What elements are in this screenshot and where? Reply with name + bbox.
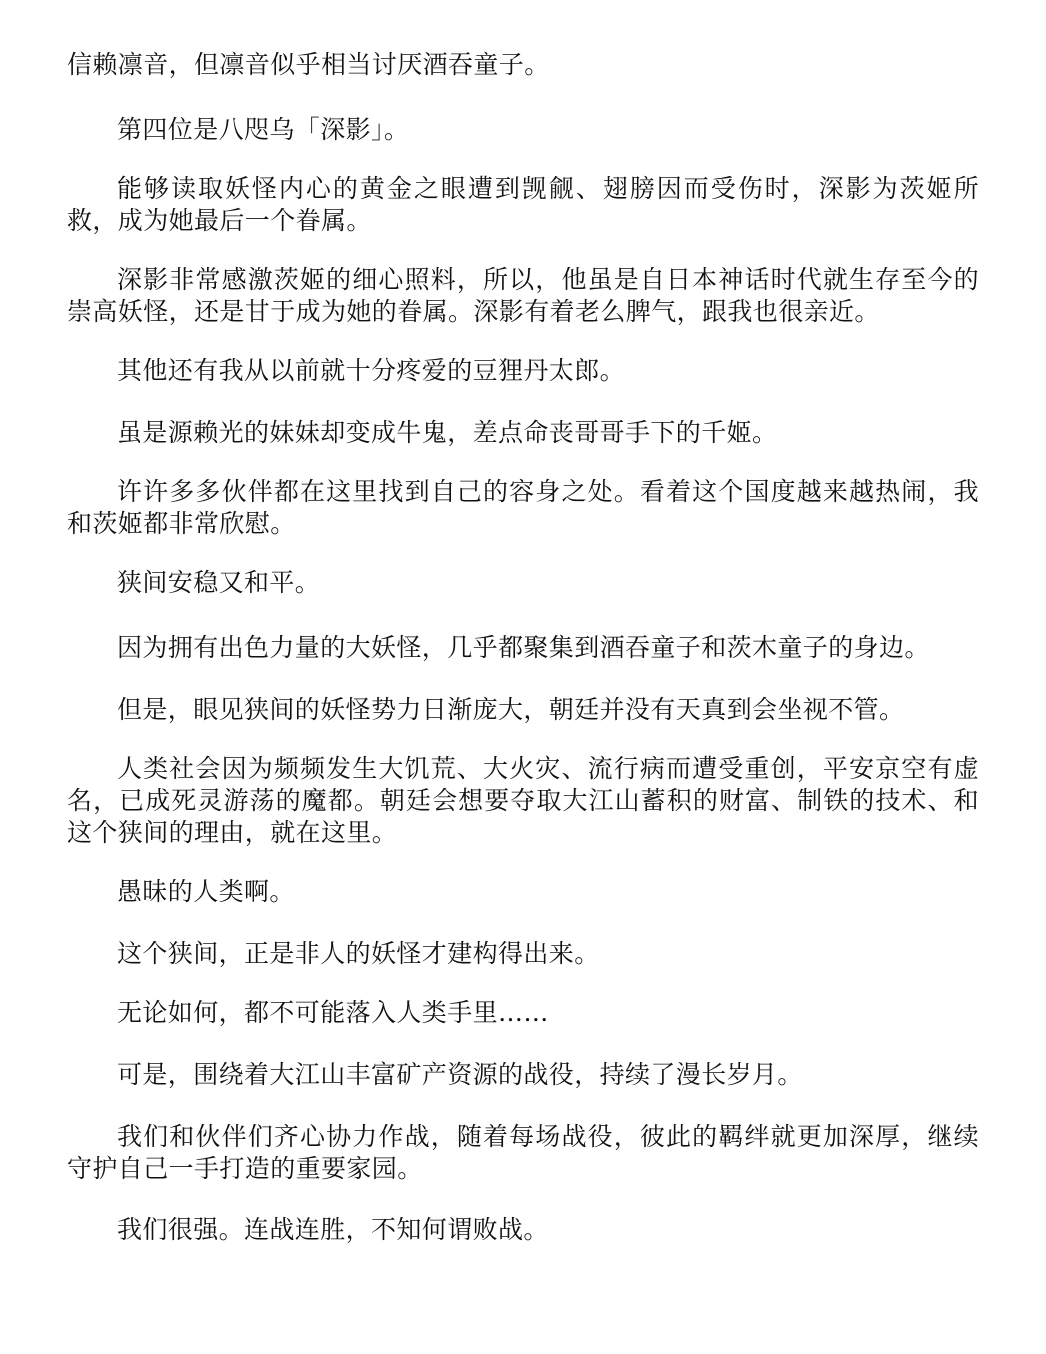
paragraph-10: 但是，眼见狭间的妖怪势力日渐庞大，朝廷并没有天真到会坐视不管。 <box>117 695 905 724</box>
paragraph-8: 狭间安稳又和平。 <box>117 568 321 597</box>
paragraph-7: 许许多多伙伴都在这里找到自己的容身之处。看着这个国度越来越热闹，我和茨姬都非常欣慰。 <box>67 477 979 538</box>
paragraph-1: 信赖凛音，但凛音似乎相当讨厌酒吞童子。 <box>67 50 550 79</box>
paragraph-15: 可是，围绕着大江山丰富矿产资源的战役，持续了漫长岁月。 <box>117 1060 803 1089</box>
paragraph-6: 虽是源赖光的妹妹却变成牛鬼，差点命丧哥哥手下的千姬。 <box>117 418 778 447</box>
paragraph-2: 第四位是八咫乌「深影」。 <box>117 115 410 144</box>
paragraph-9: 因为拥有出色力量的大妖怪，几乎都聚集到酒吞童子和茨木童子的身边。 <box>117 633 930 662</box>
paragraph-13: 这个狭间，正是非人的妖怪才建构得出来。 <box>117 939 600 968</box>
paragraph-11: 人类社会因为频频发生大饥荒、大火灾、流行病而遭受重创，平安京空有虚名，已成死灵游荡的魔都。朝廷会想要夺取大江山蓄积的财富、制铁的技术、和这个狭间的理由，就在这里。 <box>67 754 979 847</box>
paragraph-17: 我们很强。连战连胜，不知何谓败战。 <box>117 1215 549 1244</box>
paragraph-4: 深影非常感激茨姬的细心照料，所以，他虽是自日本神话时代就生存至今的崇高妖怪，还是甘于成为她的眷属。深影有着老么脾气，跟我也很亲近。 <box>67 265 979 326</box>
paragraph-12: 愚昧的人类啊。 <box>117 877 295 906</box>
paragraph-5: 其他还有我从以前就十分疼爱的豆狸丹太郎。 <box>117 356 626 385</box>
paragraph-14: 无论如何，都不可能落入人类手里…… <box>117 998 549 1027</box>
paragraph-3: 能够读取妖怪内心的黄金之眼遭到觊觎、翅膀因而受伤时，深影为茨姬所救，成为她最后一个眷属。 <box>67 174 979 235</box>
paragraph-16: 我们和伙伴们齐心协力作战，随着每场战役，彼此的羁绊就更加深厚，继续守护自己一手打造的重要家园。 <box>67 1122 979 1183</box>
